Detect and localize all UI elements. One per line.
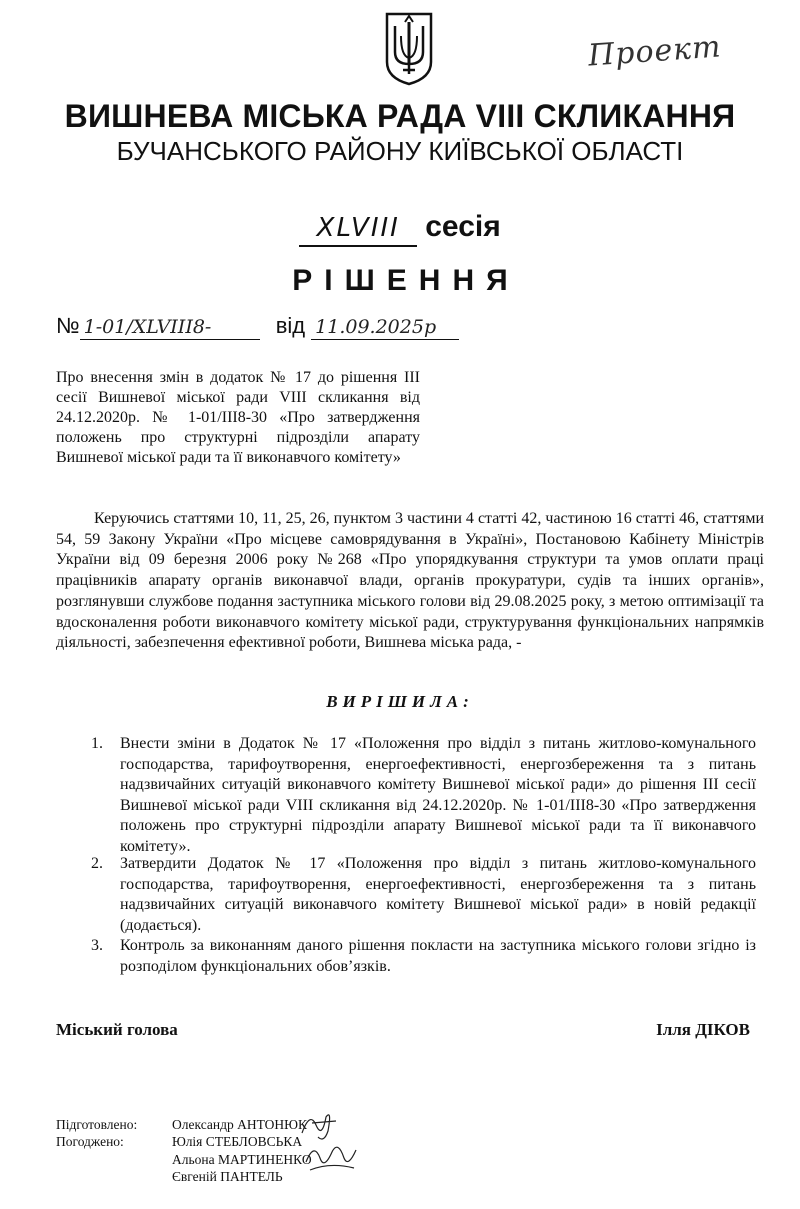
- item-number: 2.: [91, 855, 103, 872]
- document-number: 1-01/XLVIII8-: [80, 315, 260, 340]
- council-subtitle: БУЧАНСЬКОГО РАЙОНУ КИЇВСЬКОЇ ОБЛАСТІ: [116, 136, 684, 166]
- agreed-by-label: Погоджено:: [56, 1134, 124, 1149]
- item-number: 3.: [91, 937, 103, 954]
- item-number: 1.: [91, 735, 103, 752]
- coat-of-arms-icon: [383, 12, 435, 86]
- council-title: ВИШНЕВА МІСЬКА РАДА VIII СКЛИКАННЯ: [64, 98, 736, 134]
- signatory-position: Міський голова: [56, 1020, 178, 1039]
- prepared-by-name: Олександр АНТОНЮК: [172, 1117, 308, 1132]
- number-prefix: №: [56, 313, 80, 338]
- agreed-by-name: Євгеній ПАНТЕЛЬ: [172, 1169, 283, 1184]
- date-prefix: від: [275, 313, 306, 338]
- document-date: 11.09.2025р: [311, 315, 459, 340]
- document-number-line: [56, 313, 459, 340]
- decision-subject: Про внесення змін в додаток № 17 до рішення III сесії Вишневої міської ради VIII скликання від 24.12.2020р. № 1-01/III8-30 «Про затвердження положень про структурні підрозділи апарату Вишневої міської ради та її виконавчого комітету»: [56, 369, 420, 466]
- item-text: Контроль за виконанням даного рішення покласти на заступника міського голови згідно із розподілом функціональних обов’язків.: [120, 937, 756, 975]
- resolved-heading: ВИРІШИЛА:: [326, 692, 474, 711]
- agreed-by-name: Альона МАРТИНЕНКО: [172, 1152, 312, 1167]
- item-text: Внести зміни в Додаток № 17 «Положення про відділ з питань житлово-комунального господарства, тарифоутворення, енергоефективності, енергозбереження та з питань надзвичайних ситуацій виконавчого комітету Вишневої міської ради» до рішення III сесії Вишневої міської ради VIII скликання від 24.12.2020р. № 1-01/III8-30 «Про затвердження положень про структурні підрозділи апарату Вишневої міської ради та її виконавчого комітету».: [120, 735, 756, 855]
- signatory-name: Ілля ДІКОВ: [656, 1020, 750, 1039]
- decision-title: РІШЕННЯ: [292, 264, 520, 297]
- session-label: сесія: [425, 210, 501, 243]
- preamble-paragraph: Керуючись статтями 10, 11, 25, 26, пунктом 3 частини 4 статті 42, частиною 16 статті 46, статтями 54, 59 Закону України «Про місцеве самоврядування в Україні», Постановою Кабінету Міністрів України від 09 березня 2006 року №268 «Про упорядкування структури та умов оплати праці працівників апарату органів виконавчої влади, органів прокуратури, судів та інших органів», розглянувши службове подання заступника міського голови від 29.08.2025 року, з метою оптимізації та вдосконалення роботи виконавчого комітету міської ради, структурування функціональних напрямків діяльності, забезпечення ефективної роботи, Вишнева міська рада, -: [56, 510, 764, 652]
- agreed-by-name: Юлія СТЕБЛОВСЬКА: [172, 1134, 303, 1149]
- item-text: Затвердити Додаток № 17 «Положення про відділ з питань житлово-комунального господарства, тарифоутворення, енергоефективності, енергозбереження та з питань надзвичайних ситуацій виконавчого комітету Вишневої міської ради» в новій редакції (додається).: [120, 855, 756, 934]
- prepared-by-label: Підготовлено:: [56, 1117, 138, 1132]
- session-number: XLVIII: [299, 211, 417, 247]
- session-line: [0, 210, 800, 247]
- handwritten-signature-icon: [300, 1132, 360, 1180]
- draft-stamp: Проект: [586, 29, 723, 74]
